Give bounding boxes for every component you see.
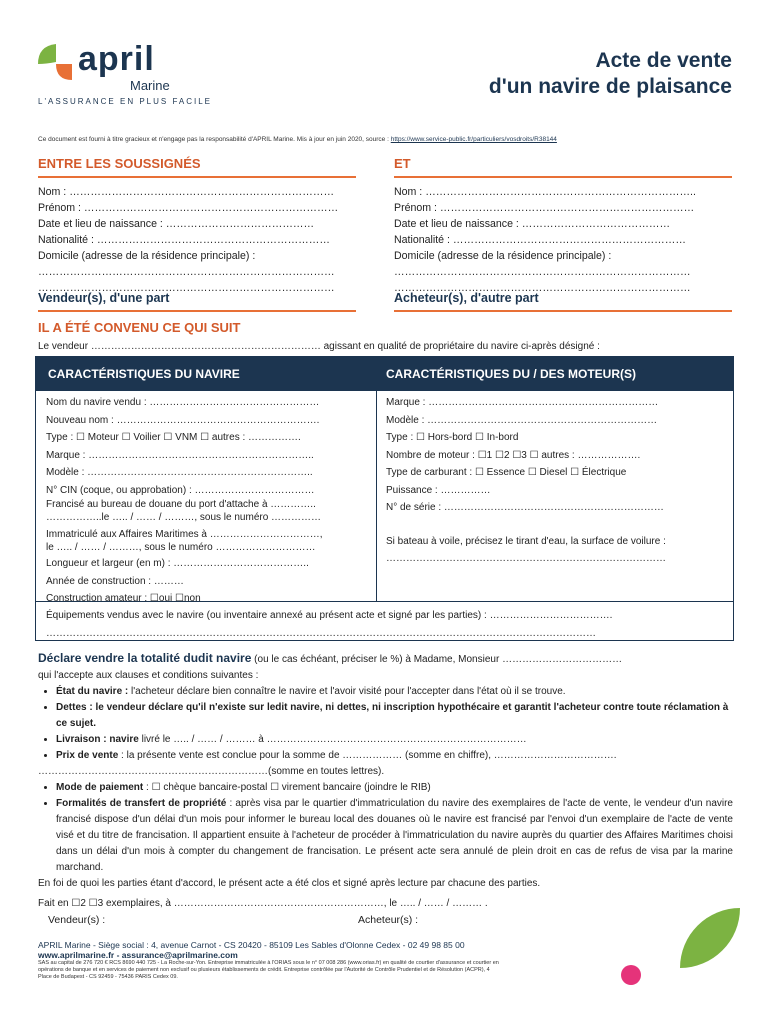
footer-legal-3: Place de Budapest - CS 92459 - 75436 PARIS Cedex 09. — [38, 974, 178, 980]
buyer-role-rule — [394, 310, 732, 312]
seller-rule — [38, 176, 356, 178]
page-title — [489, 48, 732, 100]
conditions-list — [38, 684, 733, 764]
agreed-text[interactable]: Le vendeur …………………………………………………………… agissant en qualité de propriétaire du navire ci-après désigné : — [38, 341, 600, 352]
customs-date-field[interactable]: ……………..le ….. / …… / ………, sous le numéro …………… — [46, 512, 322, 523]
declaration-lead-bold: Déclare vendre la totalité dudit navire — [38, 651, 252, 665]
seller-name-field[interactable]: Nom : ………………………………………………………………… — [38, 186, 335, 198]
characteristics-table — [35, 356, 734, 641]
condition-debts — [56, 700, 733, 732]
seller-firstname-field[interactable]: Prénom : ……………………………………………………………… — [38, 202, 339, 214]
condition-delivery-field[interactable]: livré le ….. / …… / ……… à …………………………………………………………………… — [138, 734, 527, 745]
condition-price-title: Prix de vente — [56, 750, 119, 761]
buyer-address-label: Domicile (adresse de la résidence principale) : — [394, 250, 612, 262]
buyer-heading: ET — [394, 156, 411, 171]
source-link[interactable]: https://www.service-public.fr/particuliers/vosdroits/R38144 — [390, 136, 557, 143]
boat-cin-field[interactable]: N° CIN (coque, ou approbation) : ……………………………… — [46, 484, 315, 496]
construction-year-field[interactable]: Année de construction : ……… — [46, 575, 184, 587]
buyer-role: Acheteur(s), d'autre part — [394, 291, 539, 305]
disclaimer-text: Ce document est fourni à titre gracieux et n'engage pas la responsabilité d'APRIL Marine. Mis à jour en juin 2020, source : — [38, 136, 389, 143]
condition-state — [56, 684, 733, 700]
seller-address-label: Domicile (adresse de la résidence principale) : — [38, 250, 256, 262]
engine-fields — [386, 394, 666, 568]
boat-characteristics-header: CARACTÉRISTIQUES DU NAVIRE — [48, 367, 240, 381]
engine-count-checkboxes[interactable]: Nombre de moteur : ☐1 ☐2 ☐3 ☐ autres : ………………. — [386, 449, 641, 461]
seller-role: Vendeur(s), d'une part — [38, 291, 170, 305]
condition-transfer-text: : après visa par le quartier d'immatriculation du navire des exemplaires de l'acte de vente, le vendeur d'un navire francisé dispose d'un délai d'un mois pour informer le bureau local des douanes où le navire est francisé par l'envoi d'un exemplaire de l'acte de vente visé et du titre de francisation. Il appartient ensuite à l'acheteur de procéder à l'immatriculation du navire auprès du quartier des Affaires Maritimes choisi dans un délai d'un mois à compter du changement de francisation. Le présent acte sera annulé de plein droit en cas de refus de visa par la marine marchand. — [56, 798, 733, 873]
pink-dot-decoration — [621, 965, 641, 985]
condition-payment-title: Mode de paiement — [56, 782, 144, 793]
buyer-rule — [394, 176, 732, 178]
sail-info-label: Si bateau à voile, précisez le tirant d'eau, la surface de voilure : — [386, 535, 666, 547]
condition-transfer — [56, 796, 733, 876]
boat-type-checkboxes[interactable]: Type : ☐ Moteur ☐ Voilier ☐ VNM ☐ autres : ……………. — [46, 432, 301, 443]
seller-fields — [38, 184, 338, 296]
footer-address: APRIL Marine - Siège social : 4, avenue Carnot - CS 20420 - 85109 Les Sables d'Olonne Cedex - 02 49 98 85 00 — [38, 940, 465, 950]
engine-brand-field[interactable]: Marque : …………………………………………………………… — [386, 397, 659, 408]
declaration-accept: qui l'accepte aux clauses et conditions suivantes : — [38, 670, 259, 681]
footer — [38, 940, 598, 981]
title-line-2: d'un navire de plaisance — [488, 75, 732, 98]
payment-method-checkboxes[interactable]: : ☐ chèque bancaire-postal ☐ virement bancaire (joindre le RIB) — [143, 782, 431, 793]
buyer-signature-label[interactable]: Acheteur(s) : — [358, 914, 419, 926]
power-field[interactable]: Puissance : …………… — [386, 484, 491, 496]
seller-birth-field[interactable]: Date et lieu de naissance : …………………………………… — [38, 218, 315, 230]
registered-date-field[interactable]: le ….. / …… / ………, sous le numéro ………………………… — [46, 542, 316, 553]
agreed-heading: IL A ÉTÉ CONVENU CE QUI SUIT — [38, 320, 241, 335]
declaration — [38, 650, 733, 912]
condition-debts-text: Dettes : le vendeur déclare qu'il n'existe sur ledit navire, ni dettes, ni inscription hypothécaire et garantit l'acheteur contre toute réclamation à ce sujet. — [56, 702, 729, 729]
seller-address-line-2[interactable]: ………………………………………………………………………… — [38, 282, 335, 294]
engine-characteristics-header: CARACTÉRISTIQUES DU / DES MOTEUR(S) — [386, 367, 637, 381]
footer-legal-1: SAS au capital de 276 720 € RCS 8690 440 725 - La Roche-sur-Yon. Entreprise immatriculée à l'ORIAS sous le n° 07 008 286 (www.orias.fr) en qualité de courtier d'assurance et courtier en — [38, 960, 499, 966]
seller-nationality-field[interactable]: Nationalité : ………………………………………………………… — [38, 234, 330, 246]
customs-office-field[interactable]: Francisé au bureau de douane du port d'attache à ………….. — [46, 499, 316, 510]
sail-info-field[interactable]: ………………………………………………………………………… — [386, 553, 666, 564]
buyer-address-line-1[interactable]: ………………………………………………………………………… — [394, 266, 691, 278]
equipment-field-continued[interactable]: ………………………………………………………………………………………………………………………………………………… — [46, 627, 596, 639]
buyer-firstname-field[interactable]: Prénom : ……………………………………………………………… — [394, 202, 695, 214]
price-in-words-field[interactable]: ……………………………………………………………(somme en toutes lettres). — [38, 766, 385, 777]
condition-price-field[interactable]: : la présente vente est conclue pour la somme de ……………… (somme en chiffre), ………………………………. — [118, 750, 617, 761]
table-header-bar — [36, 357, 733, 391]
boat-model-field[interactable]: Modèle : ………………………………………………………….. — [46, 467, 313, 478]
condition-transfer-title: Formalités de transfert de propriété — [56, 798, 227, 809]
boat-new-name-field[interactable]: Nouveau nom : ……………………………………………………. — [46, 414, 320, 426]
footer-legal-2: opérations de banque et en services de paiement non exclusif ou plusieurs établissements de crédit. Entreprise contrôlée par l'Autorité de Contrôle Prudentiel et de Résolution (ACPR), 4 — [38, 967, 490, 973]
made-in-field[interactable]: Fait en ☐2 ☐3 exemplaires, à ………………………………………………………, le ….. / …… / ……… . — [38, 898, 488, 909]
condition-delivery-title: Livraison : navire — [56, 734, 139, 745]
boat-name-field[interactable]: Nom du navire vendu : …………………………………………… — [46, 397, 320, 408]
declaration-lead — [38, 650, 733, 668]
condition-state-text: l'acheteur déclare bien connaître le navire et l'avoir visité pour l'accepter dans l'état où il se trouve. — [128, 686, 566, 697]
serial-number-field[interactable]: N° de série : ………………………………………………………… — [386, 502, 664, 513]
dimensions-field[interactable]: Longueur et largeur (en m) : ………………………………….. — [46, 558, 309, 569]
amateur-construction-checkboxes[interactable]: Construction amateur : ☐oui ☐non — [46, 593, 201, 604]
conditions-list-2 — [38, 780, 733, 876]
equipment-section — [46, 607, 612, 642]
seller-address-line-1[interactable]: ………………………………………………………………………… — [38, 266, 335, 278]
buyer-fields — [394, 184, 696, 296]
seller-role-rule — [38, 310, 356, 312]
footer-web[interactable]: www.aprilmarine.fr - assurance@aprilmarine.com — [38, 950, 238, 960]
fuel-type-checkboxes[interactable]: Type de carburant : ☐ Essence ☐ Diesel ☐ Électrique — [386, 467, 627, 478]
buyer-nationality-field[interactable]: Nationalité : ………………………………………………………… — [394, 234, 686, 246]
brand-sub: Marine — [130, 78, 170, 93]
brand-tagline: L'ASSURANCE EN PLUS FACILE — [38, 97, 213, 106]
engine-type-checkboxes[interactable]: Type : ☐ Hors-bord ☐ In-bord — [386, 432, 519, 443]
boat-fields — [46, 394, 323, 608]
seller-heading: ENTRE LES SOUSSIGNÉS — [38, 156, 201, 171]
closing-statement: En foi de quoi les parties étant d'accord, le présent acte a été clos et signé après lecture par chacune des parties. — [38, 878, 541, 889]
declaration-lead-rest[interactable]: (ou le cas échéant, préciser le %) à Madame, Monsieur ……………………………… — [251, 654, 623, 665]
title-line-1: Acte de vente — [595, 49, 732, 72]
condition-state-title: État du navire : — [56, 686, 129, 697]
engine-model-field[interactable]: Modèle : …………………………………………………………… — [386, 414, 658, 426]
condition-delivery — [56, 732, 733, 748]
table-divider — [376, 391, 377, 601]
equipment-field[interactable]: Équipements vendus avec le navire (ou inventaire annexé au présent acte et signé par les parties) : ………………………………. — [46, 610, 613, 621]
disclaimer — [38, 136, 557, 143]
green-leaf-decoration — [680, 908, 740, 968]
buyer-name-field[interactable]: Nom : ………………………………………………………………….. — [394, 186, 696, 198]
condition-price — [56, 748, 733, 764]
boat-brand-field[interactable]: Marque : ………………………………………………………….. — [46, 449, 314, 461]
condition-payment — [56, 780, 733, 796]
buyer-birth-field[interactable]: Date et lieu de naissance : …………………………………… — [394, 218, 671, 230]
registered-at-field[interactable]: Immatriculé aux Affaires Maritimes à ……………………………, — [46, 529, 323, 540]
buyer-address-line-2[interactable]: ………………………………………………………………………… — [394, 282, 691, 294]
seller-signature-label[interactable]: Vendeur(s) : — [48, 914, 106, 926]
brand-name: april — [78, 40, 155, 78]
